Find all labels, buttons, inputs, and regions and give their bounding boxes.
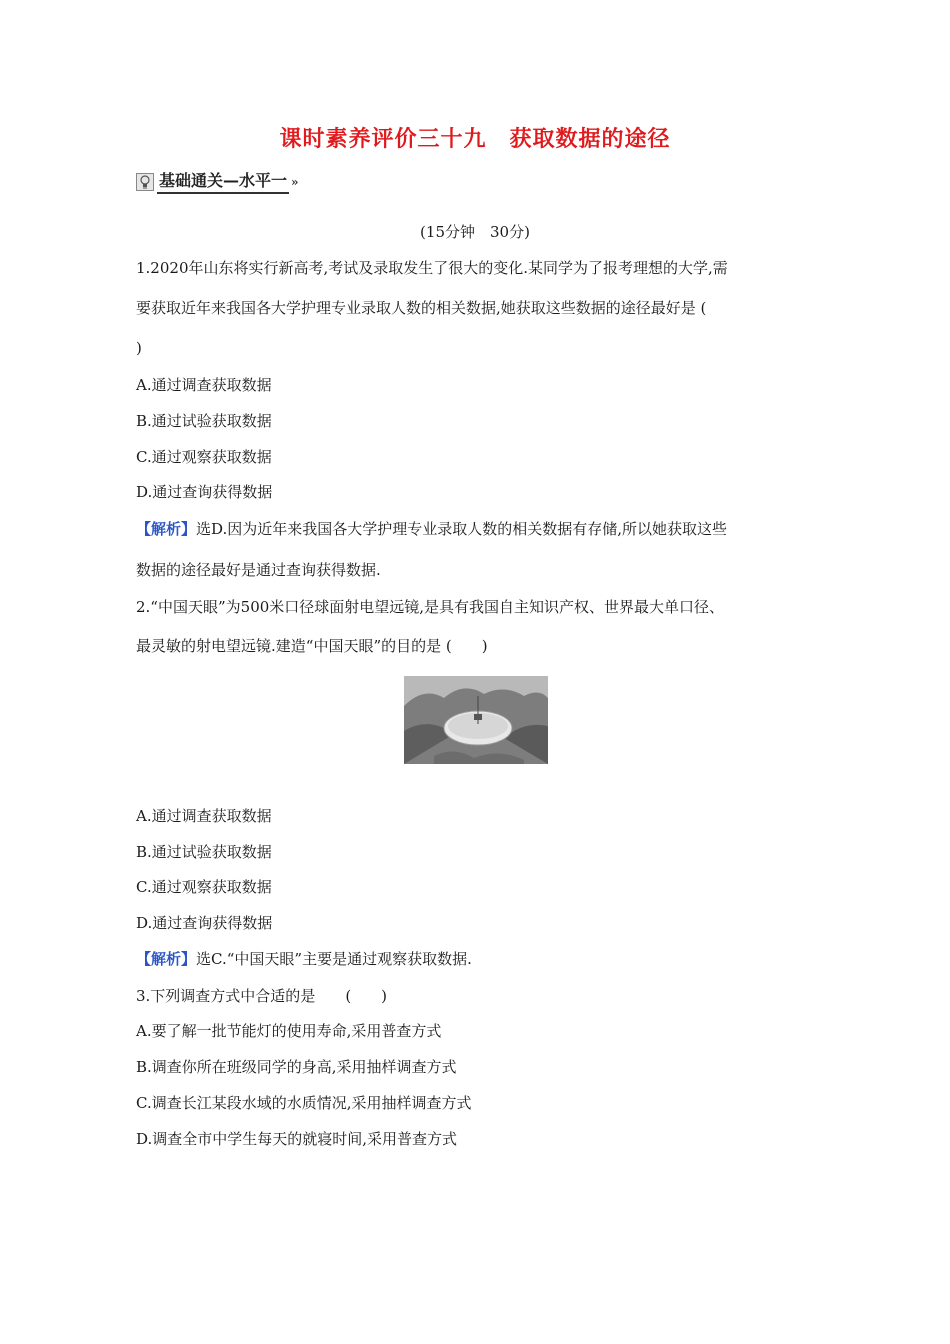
- q1-stem-line2: 要获取近年来我国各大学护理专业录取人数的相关数据,她获取这些数据的途径最好是 (: [136, 299, 707, 317]
- q2-analysis-line1: [136, 949, 472, 969]
- chevron-right-icon: »: [291, 175, 299, 189]
- q1-stem-line1: 1.2020年山东将实行新高考,考试及录取发生了很大的变化.某同学为了报考理想的大学,需: [136, 259, 728, 277]
- analysis-text: 选C.“中国天眼”主要是通过观察获取数据.: [196, 950, 472, 968]
- q2-option-c: C.通过观察获取数据: [136, 878, 272, 896]
- q3-option-d: D.调查全市中学生每天的就寝时间,采用普查方式: [136, 1130, 458, 1148]
- q2-option-a: A.通过调查获取数据: [136, 807, 272, 825]
- q2-option-d: D.通过查询获得数据: [136, 914, 273, 932]
- lightbulb-icon: [136, 173, 154, 191]
- time-note: (15分钟 30分): [420, 223, 530, 241]
- section-header: [136, 170, 299, 194]
- q2-option-b: B.通过试验获取数据: [136, 843, 272, 861]
- q2-stem-line2: 最灵敏的射电望远镜.建造“中国天眼”的目的是 ( ): [136, 637, 488, 655]
- q1-analysis-line1: [136, 519, 727, 539]
- q3-option-b: B.调查你所在班级同学的身高,采用抽样调查方式: [136, 1058, 457, 1076]
- q1-option-c: C.通过观察获取数据: [136, 448, 272, 466]
- q1-option-b: B.通过试验获取数据: [136, 412, 272, 430]
- q1-stem-line3: ): [136, 339, 142, 357]
- analysis-tag: 【解析】: [136, 950, 197, 968]
- q1-option-d: D.通过查询获得数据: [136, 483, 273, 501]
- q3-option-c: C.调查长江某段水域的水质情况,采用抽样调查方式: [136, 1094, 472, 1112]
- q1-option-a: A.通过调查获取数据: [136, 376, 272, 394]
- telescope-photo: [404, 676, 548, 764]
- q3-option-a: A.要了解一批节能灯的使用寿命,采用普查方式: [136, 1022, 442, 1040]
- q2-stem-line1: 2.“中国天眼”为500米口径球面射电望远镜,是具有我国自主知识产权、世界最大单口径、: [136, 598, 725, 616]
- q3-stem-line1: 3.下列调查方式中合适的是 ( ): [136, 987, 388, 1005]
- q1-analysis-line2: 数据的途径最好是通过查询获得数据.: [136, 561, 381, 579]
- page-title: 课时素养评价三十九 获取数据的途径: [279, 127, 671, 152]
- analysis-text: 选D.因为近年来我国各大学护理专业录取人数的相关数据有存储,所以她获取这些: [196, 520, 728, 538]
- analysis-tag: 【解析】: [136, 520, 197, 538]
- section-label: 基础通关—水平一: [157, 171, 289, 194]
